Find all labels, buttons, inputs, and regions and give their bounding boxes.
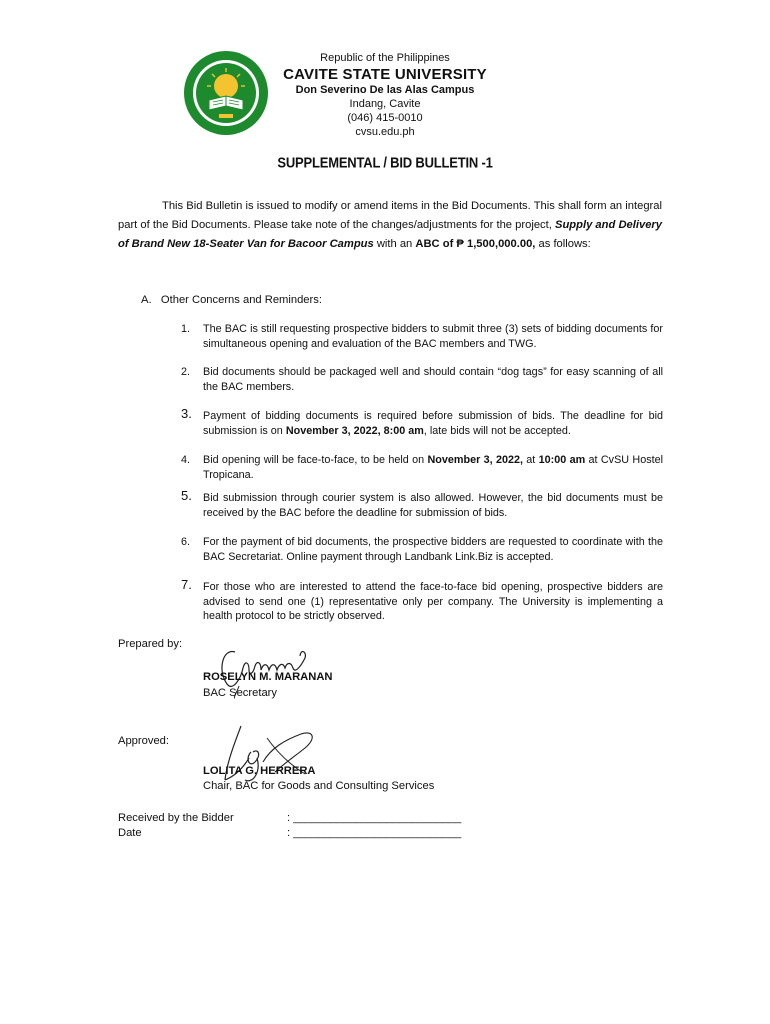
reminder-text-part: For those who are interested to attend the face-to-face bid opening, prospective bidders are advised to send one (1) representative only per company. The University is implementing a health protocol to be strictly observed. xyxy=(203,581,663,622)
prepared-role: BAC Secretary xyxy=(203,687,277,699)
phone-line: (046) 415-0010 xyxy=(347,112,423,124)
reminder-text xyxy=(203,580,663,624)
intro-paragraph xyxy=(118,197,662,254)
project-name: Supply and Delivery of Brand New 18-Seater Van for Bacoor Campus xyxy=(118,219,662,250)
approved-label: Approved: xyxy=(118,735,169,747)
reminder-text-part: at CvSU Hostel Tropicana. xyxy=(203,454,663,481)
reminder-number: 6. xyxy=(181,536,191,548)
reminder-text-part: Bid documents should be packaged well and should contain “dog tags” for easy scanning of all the BAC members. xyxy=(203,366,663,393)
reminder-number: 2. xyxy=(181,366,191,378)
location-line: Indang, Cavite xyxy=(349,98,421,110)
reminder-text-part: The BAC is still requesting prospective bidders to submit three (3) sets of bidding documents for simultaneous opening and evaluation of the BAC members and TWG. xyxy=(203,323,663,350)
reminder-item xyxy=(181,365,663,394)
reminder-text xyxy=(203,491,663,520)
reminder-number: 7. xyxy=(181,577,192,592)
reminder-item xyxy=(181,488,663,520)
page-title: SUPPLEMENTAL / BID BULLETIN -1 xyxy=(277,153,493,172)
reminder-text xyxy=(203,535,663,564)
reminder-text xyxy=(203,453,663,482)
reminder-item xyxy=(181,453,663,482)
reminder-emphasis: November 3, 2022, 8:00 am xyxy=(285,424,424,437)
reminder-item xyxy=(181,322,663,351)
intro-text-1: This Bid Bulletin is issued to modify or amend items in the Bid Documents. This shall form an integral part of the Bid Documents. Please take note of the changes/adjustments for the project, xyxy=(118,200,662,231)
reminder-number: 4. xyxy=(181,454,191,466)
section-heading xyxy=(141,294,322,306)
campus-name: Don Severino De las Alas Campus xyxy=(295,84,475,96)
reminder-number: 3. xyxy=(181,406,192,421)
republic-line: Republic of the Philippines xyxy=(320,52,450,64)
university-name: CAVITE STATE UNIVERSITY xyxy=(283,66,487,83)
website-line: cvsu.edu.ph xyxy=(355,126,415,138)
reminder-text-part: , late bids will not be accepted. xyxy=(423,424,571,437)
reminder-emphasis: 10:00 am xyxy=(538,454,586,466)
reminder-number: 5. xyxy=(181,488,192,503)
received-date-field[interactable]: : ___________________________ xyxy=(287,827,462,839)
reminder-number: 1. xyxy=(181,323,191,335)
reminder-text-part: Bid opening will be face-to-face, to be held on xyxy=(203,454,428,466)
reminder-text-part: For the payment of bid documents, the prospective bidders are requested to coordinate with the BAC Secretariat. Online payment through Landbank Link.Biz is accepted. xyxy=(203,536,663,563)
reminder-text-part: at xyxy=(522,454,539,466)
reminder-text-part: Bid submission through courier system is also allowed. However, the bid documents must be received by the BAC before the deadline for submission of bids. xyxy=(203,492,663,519)
reminder-text-part: Payment of bidding documents is required before submission of bids. The deadline for bid submission is on xyxy=(203,410,663,437)
prepared-name: ROSELYN M. MARANAN xyxy=(203,671,333,683)
reminder-item xyxy=(181,406,663,438)
reminder-text xyxy=(203,365,663,394)
reminder-item xyxy=(181,577,663,624)
section-label: A. xyxy=(141,294,152,306)
approved-name: LOLITA G. HERRERA xyxy=(203,765,316,777)
received-date-label: Date xyxy=(118,827,142,839)
received-bidder-label: Received by the Bidder xyxy=(118,812,234,824)
reminder-text xyxy=(203,409,663,438)
section-title: Other Concerns and Reminders: xyxy=(160,294,322,306)
abc-amount: ABC of ₱ 1,500,000.00, xyxy=(415,238,536,250)
reminder-item xyxy=(181,535,663,564)
prepared-label: Prepared by: xyxy=(118,638,183,650)
reminder-text xyxy=(203,322,663,351)
intro-text-3: as follows: xyxy=(538,238,591,250)
received-bidder-field[interactable]: : ___________________________ xyxy=(287,812,462,824)
intro-text-2: with an xyxy=(376,238,413,250)
approved-role: Chair, BAC for Goods and Consulting Services xyxy=(203,780,435,792)
reminder-emphasis: November 3, 2022, xyxy=(427,454,523,466)
